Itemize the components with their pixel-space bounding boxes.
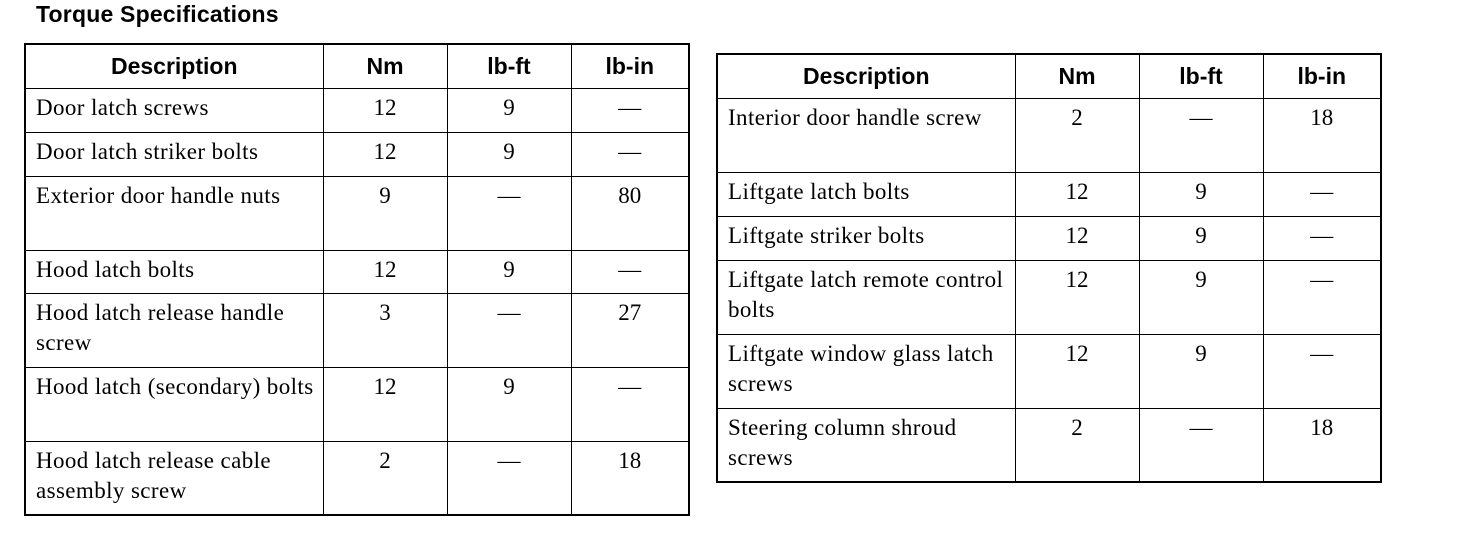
table-row [25,250,689,293]
nm-cell: 12 [323,250,447,293]
table-row [717,216,1381,260]
column-header-nm: Nm [323,44,447,88]
column-header-description: Description [25,44,323,88]
lbft-cell: 9 [1139,172,1263,216]
nm-cell: 12 [323,88,447,132]
table-row [25,88,689,132]
torque-table-left [24,43,690,516]
nm-cell: 12 [1015,172,1139,216]
nm-cell: 3 [323,293,447,367]
column-header-lbin: lb-in [1263,54,1381,98]
header-row [25,44,689,88]
lbin-cell: 18 [571,441,689,515]
lbin-cell: — [1263,172,1381,216]
lbin-cell: — [571,132,689,176]
description-cell: Exterior door handle nuts [25,176,323,250]
table-row [25,367,689,441]
lbin-cell: 18 [1263,408,1381,482]
table-row [717,260,1381,334]
lbin-cell: — [571,88,689,132]
lbin-cell: — [1263,260,1381,334]
nm-cell: 12 [1015,260,1139,334]
nm-cell: 2 [1015,98,1139,172]
table-row [25,176,689,250]
description-cell: Liftgate latch remote control bolts [717,260,1015,334]
nm-cell: 2 [323,441,447,515]
table-row [25,441,689,515]
column-header-lbft: lb-ft [1139,54,1263,98]
table-row [717,98,1381,172]
lbin-cell: — [571,250,689,293]
page-title: Torque Specifications [36,1,279,27]
description-cell: Liftgate striker bolts [717,216,1015,260]
description-cell: Steering column shroud screws [717,408,1015,482]
lbft-cell: — [447,293,571,367]
table-row [717,172,1381,216]
lbft-cell: 9 [447,132,571,176]
description-cell: Door latch screws [25,88,323,132]
description-cell: Liftgate latch bolts [717,172,1015,216]
lbin-cell: — [1263,216,1381,260]
table-row [717,408,1381,482]
lbft-cell: 9 [1139,334,1263,408]
description-cell: Hood latch bolts [25,250,323,293]
lbin-cell: 18 [1263,98,1381,172]
lbft-cell: — [1139,98,1263,172]
table-row [25,293,689,367]
lbft-cell: — [447,176,571,250]
lbin-cell: 80 [571,176,689,250]
table-row [717,334,1381,408]
lbft-cell: 9 [447,367,571,441]
nm-cell: 9 [323,176,447,250]
nm-cell: 2 [1015,408,1139,482]
lbft-cell: 9 [1139,216,1263,260]
lbft-cell: 9 [447,88,571,132]
column-header-nm: Nm [1015,54,1139,98]
column-header-lbft: lb-ft [447,44,571,88]
lbft-cell: 9 [447,250,571,293]
description-cell: Liftgate window glass latch screws [717,334,1015,408]
description-cell: Hood latch release handle screw [25,293,323,367]
table-row [25,132,689,176]
lbft-cell: — [1139,408,1263,482]
torque-table-right [716,53,1382,483]
description-cell: Door latch striker bolts [25,132,323,176]
nm-cell: 12 [323,132,447,176]
lbft-cell: — [447,441,571,515]
description-cell: Interior door handle screw [717,98,1015,172]
lbin-cell: — [1263,334,1381,408]
column-header-lbin: lb-in [571,44,689,88]
lbin-cell: 27 [571,293,689,367]
nm-cell: 12 [1015,216,1139,260]
column-header-description: Description [717,54,1015,98]
nm-cell: 12 [1015,334,1139,408]
description-cell: Hood latch release cable assembly screw [25,441,323,515]
description-cell: Hood latch (secondary) bolts [25,367,323,441]
lbft-cell: 9 [1139,260,1263,334]
nm-cell: 12 [323,367,447,441]
lbin-cell: — [571,367,689,441]
header-row [717,54,1381,98]
